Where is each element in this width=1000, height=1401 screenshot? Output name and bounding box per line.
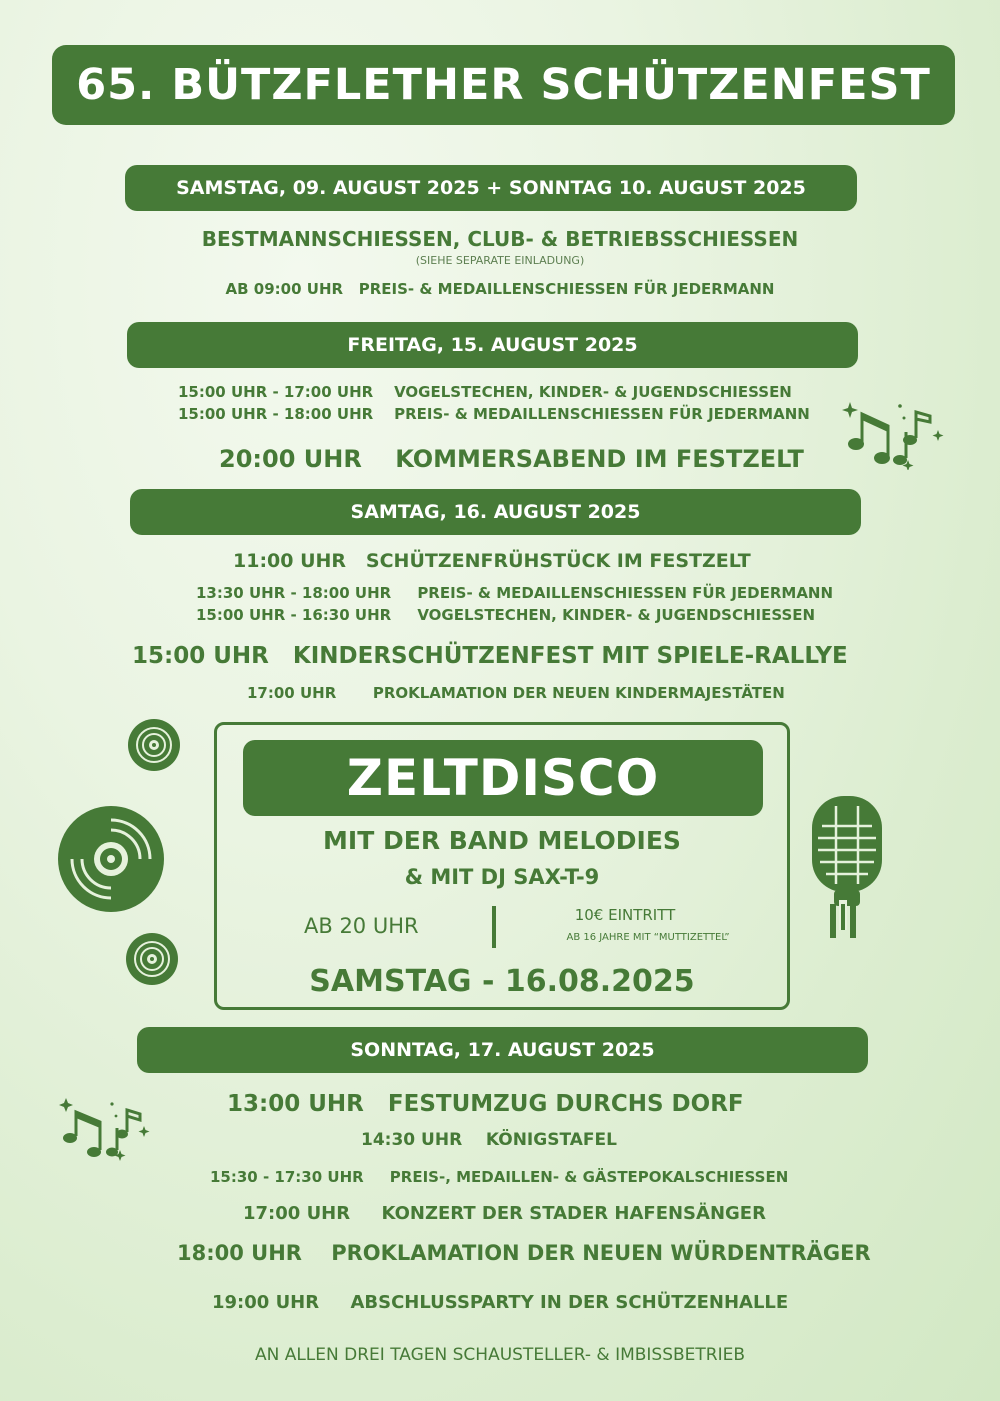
d1-row <box>0 280 1000 298</box>
d2-row-2 <box>178 405 810 423</box>
page-title: 65. BÜTZFLETHER SCHÜTZENFEST <box>52 45 955 125</box>
d2-row-1 <box>178 383 792 401</box>
zeltdisco-band: MIT DER BAND MELODIES <box>323 826 681 855</box>
day-header-2: FREITAG, 15. AUGUST 2025 <box>127 322 858 368</box>
vinyl-record-icon <box>125 932 179 986</box>
d2-row-1-time: 15:00 UHR - 17:00 UHR <box>178 383 374 401</box>
zeltdisco-age: AB 16 JAHRE MIT “MUTTIZETTEL” <box>566 932 730 943</box>
zeltdisco-divider <box>492 906 496 948</box>
d3-row-2 <box>196 606 815 624</box>
d4-row-6-time: 19:00 UHR <box>212 1292 320 1313</box>
day-header-1: SAMSTAG, 09. AUGUST 2025 + SONNTAG 10. AUGUST 2025 <box>125 165 857 211</box>
d4-row-1 <box>227 1091 744 1117</box>
d3-main-text: KINDERSCHÜTZENFEST MIT SPIELE-RALLYE <box>292 643 848 669</box>
d3-row-1-time: 13:30 UHR - 18:00 UHR <box>196 584 392 602</box>
d3-row-1-text: PREIS- & MEDAILLENSCHIESSEN FÜR JEDERMANN <box>417 584 834 602</box>
d2-main-time: 20:00 UHR <box>219 445 362 473</box>
d3-last-time: 17:00 UHR <box>247 684 337 702</box>
vinyl-record-icon <box>56 804 166 914</box>
zeltdisco-title: ZELTDISCO <box>243 740 763 816</box>
d3-last-text: PROKLAMATION DER NEUEN KINDERMAJESTÄTEN <box>372 684 785 702</box>
d1-row-text: PREIS- & MEDAILLENSCHIESSEN FÜR JEDERMANN <box>358 280 775 298</box>
d3-first-time: 11:00 UHR <box>233 550 347 572</box>
zeltdisco-price: 10€ EINTRITT <box>574 906 676 924</box>
d1-row-time: AB 09:00 UHR <box>225 280 344 298</box>
d4-row-6-text: ABSCHLUSSPARTY IN DER SCHÜTZENHALLE <box>350 1292 789 1313</box>
microphone-icon <box>806 792 888 942</box>
d3-main-time: 15:00 UHR <box>132 643 269 669</box>
music-notes-icon <box>842 392 946 470</box>
d4-row-5 <box>177 1241 871 1265</box>
d4-row-4 <box>243 1203 766 1224</box>
d4-row-1-time: 13:00 UHR <box>227 1091 364 1117</box>
d2-row-2-text: PREIS- & MEDAILLENSCHIESSEN FÜR JEDERMANN <box>394 405 810 423</box>
d3-main <box>132 643 848 669</box>
zeltdisco-dj: & MIT DJ SAX-T-9 <box>404 865 600 889</box>
d4-row-5-time: 18:00 UHR <box>177 1241 302 1265</box>
d4-row-3 <box>210 1168 788 1186</box>
d4-row-3-text: PREIS-, MEDAILLEN- & GÄSTEPOKALSCHIESSEN <box>389 1168 789 1186</box>
day-header-3: SAMTAG, 16. AUGUST 2025 <box>130 489 861 535</box>
d3-row-2-text: VOGELSTECHEN, KINDER- & JUGENDSCHIESSEN <box>417 606 816 624</box>
zeltdisco-time: AB 20 UHR <box>304 914 419 938</box>
zeltdisco-date: SAMSTAG - 16.08.2025 <box>309 964 695 999</box>
d3-last <box>247 684 785 702</box>
d2-main <box>219 445 804 473</box>
d4-row-5-text: PROKLAMATION DER NEUEN WÜRDENTRÄGER <box>331 1241 871 1265</box>
day-header-4: SONNTAG, 17. AUGUST 2025 <box>137 1027 868 1073</box>
d4-row-3-time: 15:30 - 17:30 UHR <box>210 1168 364 1186</box>
d4-row-2-time: 14:30 UHR <box>361 1130 463 1150</box>
d4-row-2 <box>361 1130 617 1150</box>
d2-row-1-text: VOGELSTECHEN, KINDER- & JUGENDSCHIESSEN <box>394 383 792 401</box>
d4-row-1-text: FESTUMZUG DURCHS DORF <box>387 1091 744 1117</box>
vinyl-record-icon <box>127 718 181 772</box>
d2-row-2-time: 15:00 UHR - 18:00 UHR <box>178 405 374 423</box>
d3-row-1 <box>196 584 833 602</box>
d4-row-4-text: KONZERT DER STADER HAFENSÄNGER <box>381 1203 766 1224</box>
d3-first-text: SCHÜTZENFRÜHSTÜCK IM FESTZELT <box>365 550 751 572</box>
d2-main-text: KOMMERSABEND IM FESTZELT <box>395 445 804 473</box>
d4-row-6 <box>212 1292 788 1313</box>
d3-row-2-time: 15:00 UHR - 16:30 UHR <box>196 606 392 624</box>
d3-first <box>233 550 751 572</box>
d1-headline: BESTMANNSCHIESSEN, CLUB- & BETRIEBSSCHIESSEN <box>201 227 799 251</box>
d4-row-2-text: KÖNIGSTAFEL <box>485 1130 617 1150</box>
footer-note: AN ALLEN DREI TAGEN SCHAUSTELLER- & IMBISSBETRIEB <box>254 1345 746 1365</box>
d1-note: (SIEHE SEPARATE EINLADUNG) <box>415 254 585 267</box>
music-notes-icon <box>58 1094 152 1162</box>
d4-row-4-time: 17:00 UHR <box>243 1203 351 1224</box>
